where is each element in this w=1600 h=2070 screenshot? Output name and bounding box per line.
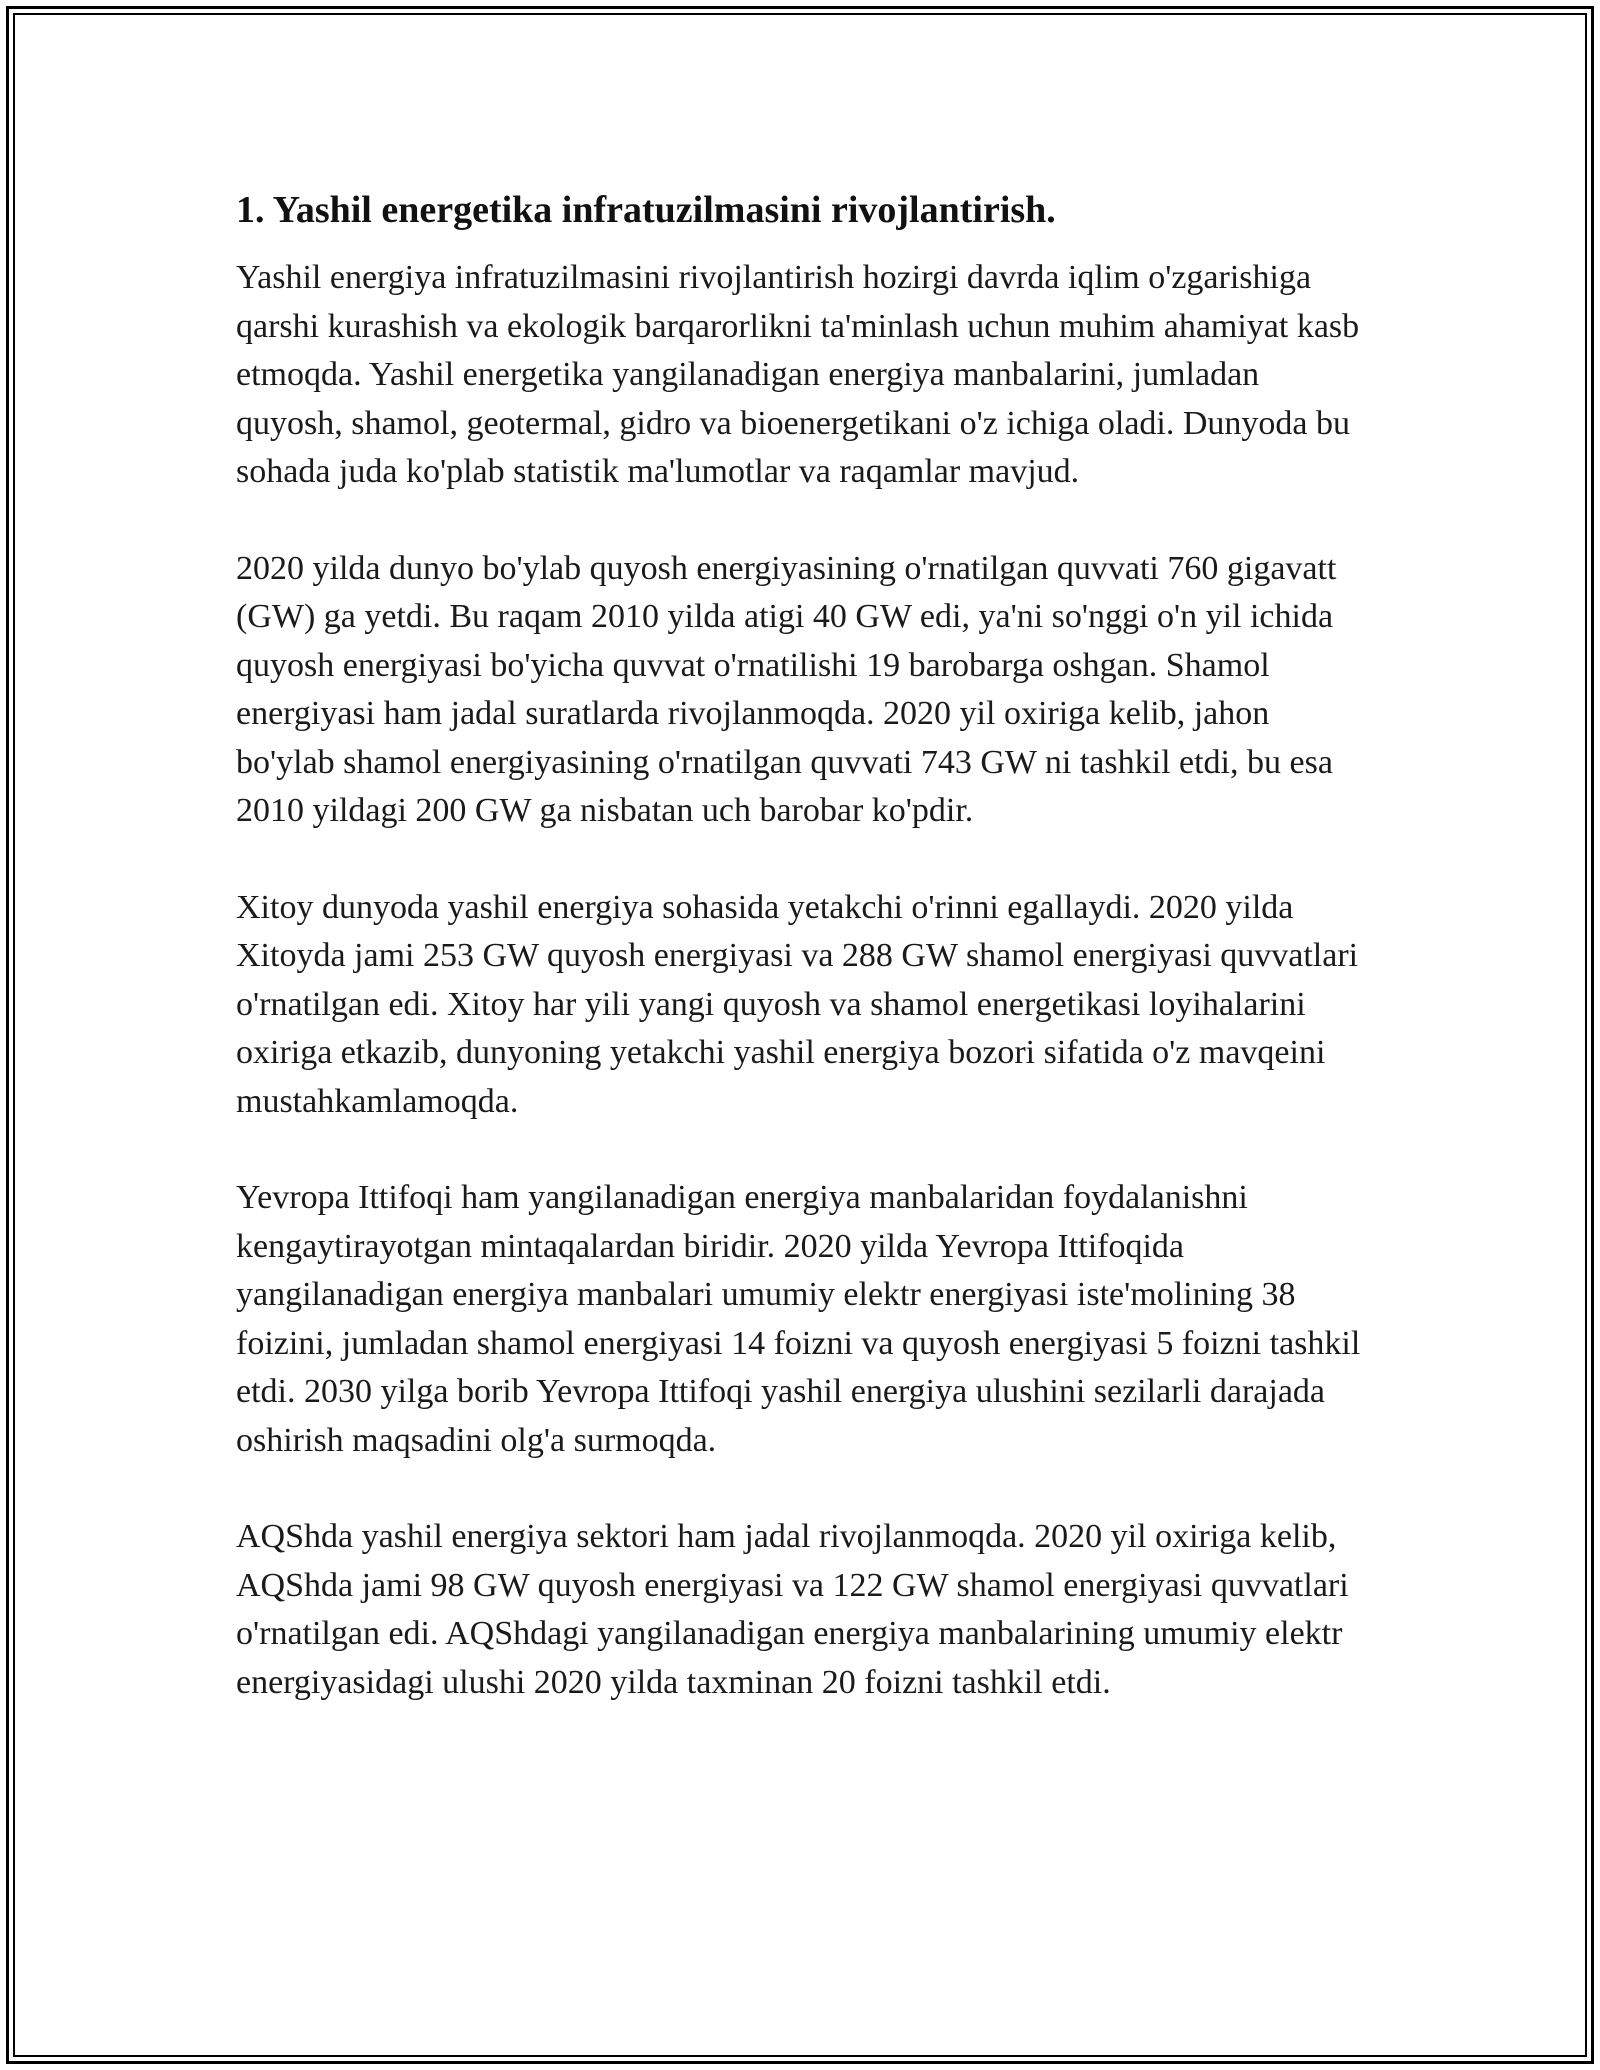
paragraph-world-capacity: 2020 yilda dunyo bo'ylab quyosh energiyasining o'rnatilgan quvvati 760 gigavatt (GW) ga yetdi. Bu raqam 2010 yilda atigi 40 GW edi, ya'ni so'nggi o'n yil ichida quyosh energiyasi bo'yicha quvvat o'rnatilishi 19 barobarga oshgan. Shamol energiyasi ham jadal suratlarda rivojlanmoqda. 2020 yil oxiriga kelib, jahon bo'ylab shamol energiyasining o'rnatilgan quvvati 743 GW ni tashkil etdi, bu esa 2010 yildagi 200 GW ga nisbatan uch barobar ko'pdir. xyxy=(236,549,1337,829)
section-heading: 1. Yashil energetika infratuzilmasini rivojlantirish. xyxy=(236,189,1056,231)
paragraph-china: Xitoy dunyoda yashil energiya sohasida yetakchi o'rinni egallaydi. 2020 yilda Xitoyda jami 253 GW quyosh energiyasi va 288 GW shamol energiyasi quvvatlari o'rnatilgan edi. Xitoy har yili yangi quyosh va shamol energetikasi loyihalarini oxiriga etkazib, dunyoning yetakchi yashil energiya bozori sifatida o'z mavqeini mustahkamlamoqda. xyxy=(236,888,1359,1120)
document-body xyxy=(236,186,1366,1755)
paragraph-intro: Yashil energiya infratuzilmasini rivojlantirish hozirgi davrda iqlim o'zgarishiga qarshi kurashish va ekologik barqarorlikni ta'minlash uchun muhim ahamiyat kasb etmoqda. Yashil energetika yangilanadigan energiya manbalarini, jumladan quyosh, shamol, geotermal, gidro va bioenergetikani o'z ichiga oladi. Dunyoda bu sohada juda ko'plab statistik ma'lumotlar va raqamlar mavjud. xyxy=(236,259,1360,490)
paragraph-european-union: Yevropa Ittifoqi ham yangilanadigan energiya manbalaridan foydalanishni kengaytirayotgan mintaqalardan biridir. 2020 yilda Yevropa Ittifoqida yangilanadigan energiya manbalari umumiy elektr energiyasi iste'molining 38 foizini, jumladan shamol energiyasi 14 foizni va quyosh energiyasi 5 foizni tashkil etdi. 2030 yilga borib Yevropa Ittifoqi yashil energiya ulushini sezilarli darajada oshirish maqsadini olg'a surmoqda. xyxy=(236,1179,1361,1459)
paragraph-usa: AQShda yashil energiya sektori ham jadal rivojlanmoqda. 2020 yil oxiriga kelib, AQShda jami 98 GW quyosh energiyasi va 122 GW shamol energiyasi quvvatlari o'rnatilgan edi. AQShdagi yangilanadigan energiya manbalarining umumiy elektr energiyasidagi ulushi 2020 yilda taxminan 20 foizni tashkil etdi. xyxy=(236,1518,1349,1701)
